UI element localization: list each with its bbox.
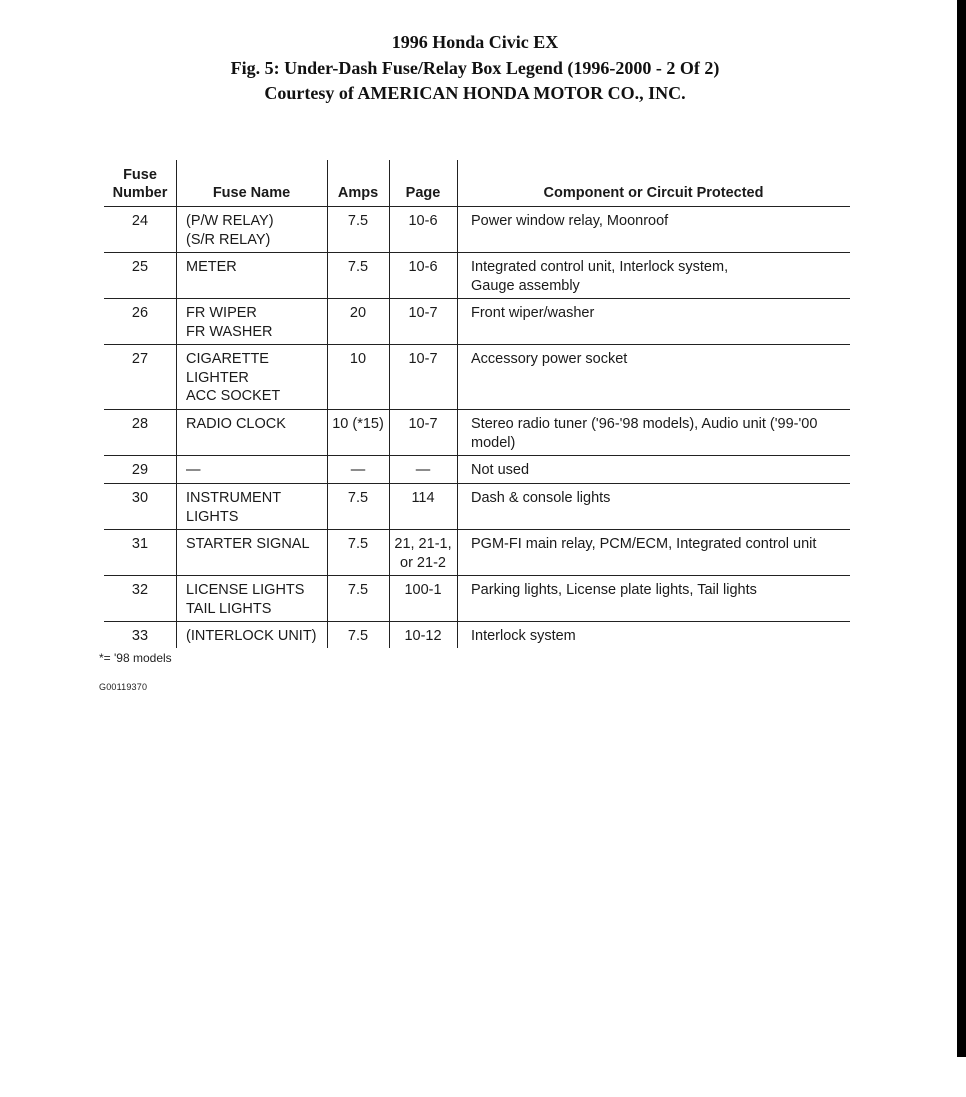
fuse-name-line: INSTRUMENT	[186, 490, 282, 506]
fuse-name	[176, 576, 327, 621]
fuse-name-line: (P/W RELAY)	[186, 213, 274, 229]
column-divider	[389, 576, 390, 621]
fuse-component	[457, 410, 850, 455]
table-row	[104, 576, 850, 622]
fuse-name-line: ACC SOCKET	[186, 388, 281, 404]
fuse-page-line: 10-7	[408, 305, 438, 321]
column-divider	[327, 576, 328, 621]
column-divider	[327, 456, 328, 483]
fuse-number: 29	[131, 462, 149, 478]
column-divider	[327, 160, 328, 206]
fuse-amps: 7.5	[347, 259, 369, 275]
table-row	[104, 207, 850, 253]
column-divider	[327, 410, 328, 455]
column-divider	[176, 622, 177, 648]
fuse-number: 32	[131, 582, 149, 598]
fuse-component	[457, 253, 850, 298]
fuse-legend-table	[104, 160, 850, 648]
fuse-name-line: (INTERLOCK UNIT)	[186, 628, 317, 644]
column-divider	[327, 345, 328, 409]
table-row	[104, 456, 850, 484]
column-divider	[457, 576, 458, 621]
column-divider	[457, 345, 458, 409]
fuse-component	[457, 530, 850, 575]
fuse-page-line: 100-1	[404, 582, 442, 598]
fuse-page-line: 10-7	[408, 351, 438, 367]
fuse-amps: 7.5	[347, 582, 369, 598]
header-component: Component or Circuit Protected	[543, 185, 764, 201]
fuse-page	[389, 207, 457, 252]
header-fuse-name: Fuse Name	[212, 185, 291, 201]
fuse-component	[457, 456, 850, 483]
fuse-component-line: Gauge assembly	[471, 277, 580, 294]
fuse-component-line: Dash & console lights	[471, 490, 611, 506]
header-number-label: Number	[112, 185, 168, 201]
fuse-page	[389, 622, 457, 648]
column-divider	[457, 622, 458, 648]
fuse-component	[457, 299, 850, 344]
column-divider	[457, 253, 458, 298]
column-divider	[457, 160, 458, 206]
fuse-name	[176, 456, 327, 483]
fuse-component	[457, 622, 850, 648]
document-title: 1996 Honda Civic EX	[391, 32, 559, 52]
fuse-name	[176, 622, 327, 648]
credit-line: Courtesy of AMERICAN HONDA MOTOR CO., INC.	[264, 83, 686, 103]
column-divider	[457, 207, 458, 252]
fuse-amps: 7.5	[347, 628, 369, 644]
document-header	[0, 30, 950, 107]
column-divider	[327, 484, 328, 529]
column-divider	[389, 299, 390, 344]
fuse-amps: —	[350, 462, 366, 478]
column-divider	[327, 622, 328, 648]
fuse-number: 31	[131, 536, 149, 552]
fuse-component	[457, 484, 850, 529]
column-divider	[176, 530, 177, 575]
column-divider	[176, 345, 177, 409]
column-divider	[176, 456, 177, 483]
table-row	[104, 299, 850, 345]
column-divider	[389, 410, 390, 455]
header-fuse-label: Fuse	[123, 167, 157, 183]
fuse-name-line: METER	[186, 259, 237, 275]
fuse-name-line: LICENSE LIGHTS	[186, 582, 305, 598]
header-page: Page	[405, 185, 441, 201]
fuse-component-line: PGM-FI main relay, PCM/ECM, Integrated control unit	[471, 536, 817, 552]
table-row	[104, 253, 850, 299]
fuse-component-line: Not used	[471, 462, 530, 478]
fuse-page-line: 10-12	[404, 628, 442, 644]
column-divider	[389, 207, 390, 252]
fuse-page-line: 10-6	[408, 213, 438, 229]
fuse-number: 30	[131, 490, 149, 506]
table-row	[104, 345, 850, 410]
fuse-number: 25	[131, 259, 149, 275]
column-divider	[389, 530, 390, 575]
column-divider	[327, 530, 328, 575]
fuse-component-line: Stereo radio tuner ('96-'98 models), Audio unit ('99-'00	[471, 416, 818, 432]
fuse-page-line: 114	[411, 490, 435, 506]
table-body	[104, 207, 850, 648]
column-divider	[176, 576, 177, 621]
column-divider	[176, 253, 177, 298]
page-edge-bar	[957, 0, 966, 1057]
fuse-component-line: Integrated control unit, Interlock system,	[471, 259, 729, 275]
fuse-component	[457, 207, 850, 252]
column-divider	[389, 484, 390, 529]
fuse-amps: 20	[349, 305, 367, 321]
fuse-page	[389, 299, 457, 344]
fuse-component-line: Power window relay, Moonroof	[471, 213, 669, 229]
fuse-page	[389, 484, 457, 529]
column-divider	[457, 299, 458, 344]
footnote: *= '98 models	[99, 651, 172, 665]
column-divider	[327, 299, 328, 344]
fuse-component	[457, 345, 850, 409]
fuse-page	[389, 345, 457, 409]
column-divider	[389, 345, 390, 409]
fuse-number: 24	[131, 213, 149, 229]
fuse-number: 26	[131, 305, 149, 321]
fuse-component-line: Parking lights, License plate lights, Tail lights	[471, 582, 757, 598]
fuse-name	[176, 530, 327, 575]
fuse-name	[176, 253, 327, 298]
fuse-name-line: (S/R RELAY)	[186, 231, 271, 248]
fuse-name-line: —	[186, 462, 201, 478]
table-row	[104, 484, 850, 530]
fuse-amps: 7.5	[347, 490, 369, 506]
column-divider	[176, 160, 177, 206]
fuse-name-line: STARTER SIGNAL	[186, 536, 310, 552]
column-divider	[327, 253, 328, 298]
fuse-name-line: LIGHTER	[186, 369, 249, 386]
figure-caption: Fig. 5: Under-Dash Fuse/Relay Box Legend (1996-2000 - 2 Of 2)	[230, 57, 720, 78]
column-divider	[327, 207, 328, 252]
fuse-page	[389, 576, 457, 621]
column-divider	[389, 253, 390, 298]
table-row	[104, 530, 850, 576]
fuse-page	[389, 530, 457, 575]
fuse-page-line: or 21-2	[400, 554, 446, 571]
column-divider	[176, 410, 177, 455]
fuse-page-line: —	[415, 462, 431, 478]
fuse-name	[176, 207, 327, 252]
fuse-page-line: 10-7	[408, 416, 438, 432]
fuse-page	[389, 253, 457, 298]
table-row	[104, 622, 850, 648]
fuse-amps: 7.5	[347, 213, 369, 229]
fuse-page	[389, 456, 457, 483]
fuse-page-line: 21, 21-1,	[394, 536, 452, 552]
table-header-row	[104, 160, 850, 207]
fuse-amps: 10	[349, 351, 367, 367]
fuse-name-line: FR WIPER	[186, 305, 257, 321]
column-divider	[389, 622, 390, 648]
table-row	[104, 410, 850, 456]
fuse-component-line: Accessory power socket	[471, 351, 628, 367]
column-divider	[457, 410, 458, 455]
fuse-component	[457, 576, 850, 621]
fuse-name	[176, 410, 327, 455]
fuse-name-line: FR WASHER	[186, 323, 273, 340]
column-divider	[176, 207, 177, 252]
fuse-name	[176, 345, 327, 409]
column-divider	[389, 160, 390, 206]
fuse-component-line: Interlock system	[471, 628, 576, 644]
fuse-amps: 10 (*15)	[332, 416, 384, 432]
header-amps: Amps	[337, 185, 379, 201]
fuse-name-line: TAIL LIGHTS	[186, 600, 272, 617]
fuse-component-line: Front wiper/washer	[471, 305, 595, 321]
header-fuse-number	[104, 160, 176, 206]
column-divider	[176, 299, 177, 344]
fuse-name-line: LIGHTS	[186, 508, 239, 525]
fuse-name-line: RADIO CLOCK	[186, 416, 286, 432]
column-divider	[457, 456, 458, 483]
fuse-number: 33	[131, 628, 149, 644]
fuse-name	[176, 299, 327, 344]
column-divider	[457, 530, 458, 575]
fuse-component-line: model)	[471, 434, 516, 451]
fuse-name	[176, 484, 327, 529]
fuse-amps: 7.5	[347, 536, 369, 552]
fuse-name-line: CIGARETTE	[186, 351, 269, 367]
column-divider	[457, 484, 458, 529]
fuse-number: 28	[131, 416, 149, 432]
fuse-page	[389, 410, 457, 455]
column-divider	[389, 456, 390, 483]
fuse-page-line: 10-6	[408, 259, 438, 275]
fuse-number: 27	[131, 351, 149, 367]
column-divider	[176, 484, 177, 529]
figure-id: G00119370	[99, 682, 148, 692]
